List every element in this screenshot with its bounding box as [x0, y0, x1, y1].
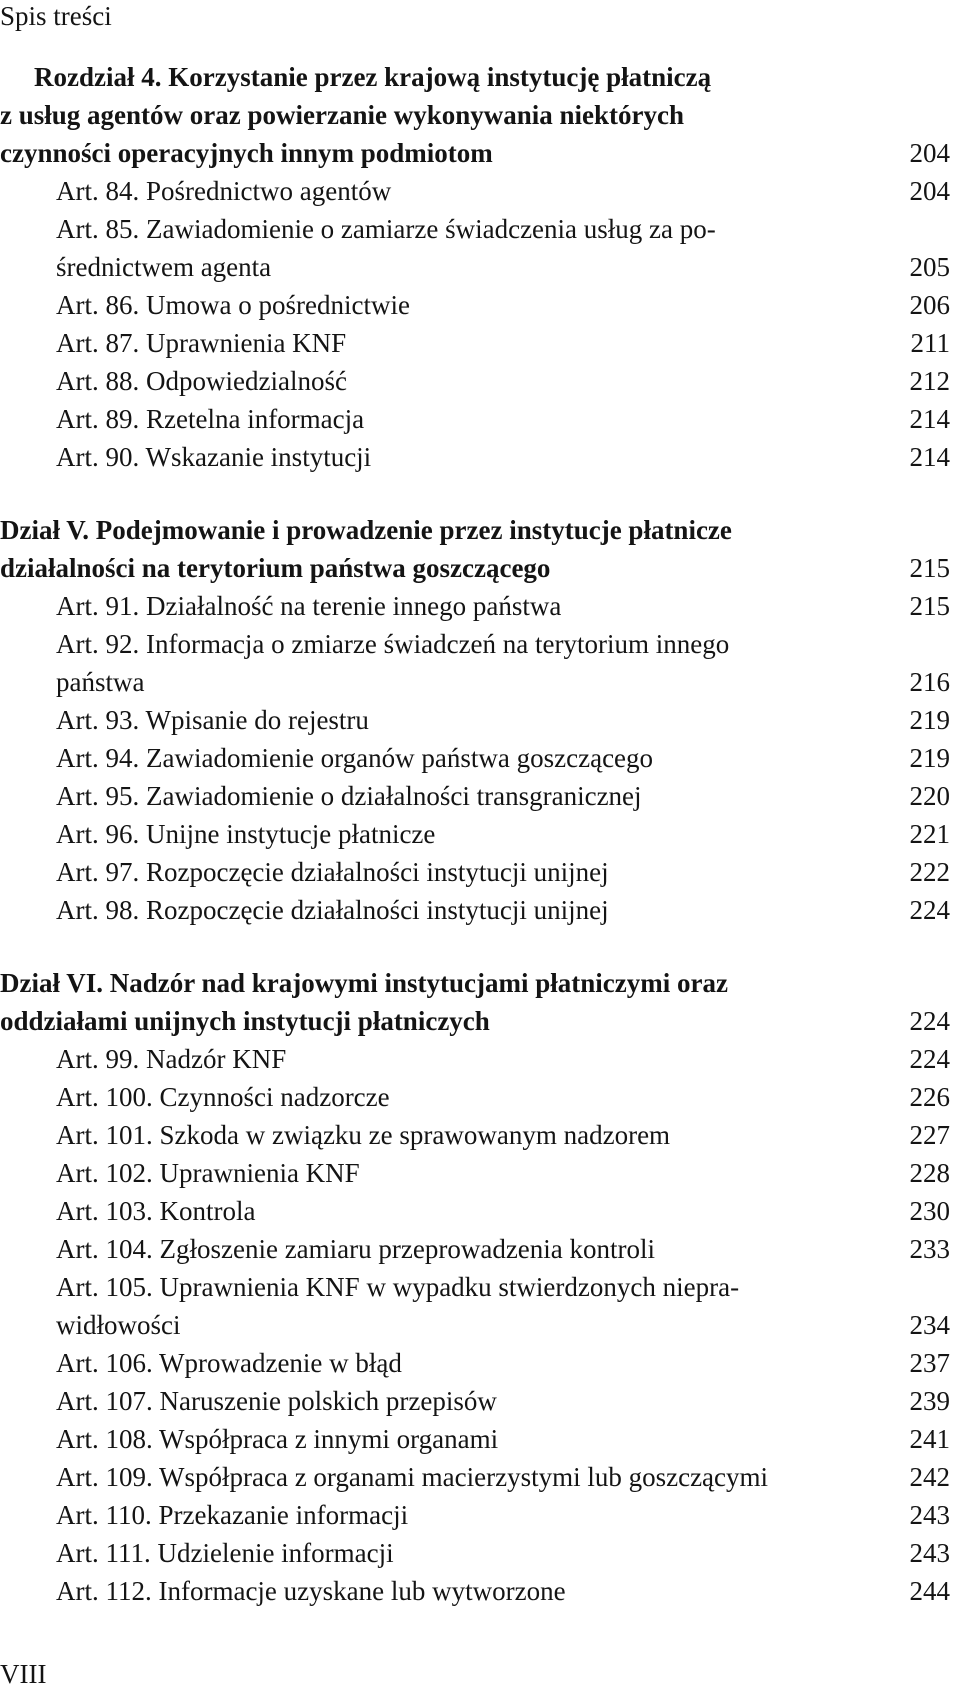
page-number: 239	[910, 1382, 951, 1420]
article-title: Art. 87. Uprawnienia KNF	[56, 324, 354, 362]
article-title: Art. 92. Informacja o zmiarze świadczeń na terytorium innego	[56, 625, 737, 663]
page-number: 226	[910, 1078, 951, 1116]
section-gap	[0, 476, 960, 511]
page-number: 212	[910, 362, 951, 400]
page-number: 224	[910, 1040, 951, 1078]
page-number: 224	[910, 891, 951, 929]
page-number: 215	[910, 587, 951, 625]
article-title: Art. 94. Zawiadomienie organów państwa goszczącego	[56, 739, 661, 777]
page-number: 220	[910, 777, 951, 815]
toc-article-line	[0, 210, 960, 248]
page-number: 222	[910, 853, 951, 891]
toc-article-line[interactable]	[0, 1040, 960, 1078]
toc-article-line[interactable]	[0, 438, 960, 476]
chapter-title: z usług agentów oraz powierzanie wykonywania niektórych	[0, 96, 692, 134]
article-title: Art. 89. Rzetelna informacja	[56, 400, 372, 438]
article-title: Art. 85. Zawiadomienie o zamiarze świadczenia usług za po-	[56, 210, 724, 248]
article-title: Art. 97. Rozpoczęcie działalności instytucji unijnej	[56, 853, 617, 891]
article-title: Art. 93. Wpisanie do rejestru	[56, 701, 377, 739]
toc-article-line[interactable]	[0, 324, 960, 362]
toc-article-line[interactable]	[0, 172, 960, 210]
toc-article-line[interactable]	[0, 1534, 960, 1572]
page-folio: VIII	[0, 1659, 47, 1689]
toc-article-line[interactable]	[0, 891, 960, 929]
article-title: Art. 99. Nadzór KNF	[56, 1040, 294, 1078]
page-number: 237	[910, 1344, 951, 1382]
toc-article-line[interactable]	[0, 1382, 960, 1420]
page-number: 227	[910, 1116, 951, 1154]
page-number: 221	[910, 815, 951, 853]
chapter-title: czynności operacyjnych innym podmiotom	[0, 134, 501, 172]
page-number: 204	[910, 172, 951, 210]
toc-article-line[interactable]	[0, 1458, 960, 1496]
article-title: widłowości	[56, 1306, 189, 1344]
chapter-title: Dział VI. Nadzór nad krajowymi instytucjami płatniczymi oraz	[0, 964, 736, 1002]
article-title: Art. 86. Umowa o pośrednictwie	[56, 286, 418, 324]
toc-chapter-line[interactable]	[0, 549, 960, 587]
page-number: 224	[910, 1002, 951, 1040]
toc-article-line[interactable]	[0, 587, 960, 625]
article-title: Art. 107. Naruszenie polskich przepisów	[56, 1382, 505, 1420]
article-title: średnictwem agenta	[56, 248, 279, 286]
table-of-contents	[0, 58, 960, 1610]
toc-article-line[interactable]	[0, 663, 960, 701]
toc-article-line[interactable]	[0, 701, 960, 739]
chapter-title: działalności na terytorium państwa goszczącego	[0, 549, 558, 587]
page-number: 228	[910, 1154, 951, 1192]
page-number: 241	[910, 1420, 951, 1458]
toc-article-line[interactable]	[0, 815, 960, 853]
toc-chapter-line	[0, 511, 960, 549]
page-number: 215	[910, 549, 951, 587]
page-number: 214	[910, 438, 951, 476]
toc-article-line	[0, 625, 960, 663]
toc-article-line[interactable]	[0, 248, 960, 286]
page-number: 233	[910, 1230, 951, 1268]
toc-article-line[interactable]	[0, 400, 960, 438]
toc-chapter-line	[0, 58, 960, 96]
page-number: 219	[910, 701, 951, 739]
toc-article-line[interactable]	[0, 286, 960, 324]
page-number: 204	[910, 134, 951, 172]
toc-article-line	[0, 1268, 960, 1306]
toc-chapter-line	[0, 964, 960, 1002]
toc-article-line[interactable]	[0, 739, 960, 777]
toc-chapter-line	[0, 96, 960, 134]
toc-chapter-line[interactable]	[0, 1002, 960, 1040]
article-title: Art. 102. Uprawnienia KNF	[56, 1154, 368, 1192]
page-number: 243	[910, 1534, 951, 1572]
article-title: Art. 101. Szkoda w związku ze sprawowanym nadzorem	[56, 1116, 678, 1154]
toc-chapter-line[interactable]	[0, 134, 960, 172]
page-number: 234	[910, 1306, 951, 1344]
article-title: Art. 84. Pośrednictwo agentów	[56, 172, 399, 210]
article-title: Art. 98. Rozpoczęcie działalności instytucji unijnej	[56, 891, 617, 929]
toc-article-line[interactable]	[0, 1078, 960, 1116]
page-number: 211	[911, 324, 951, 362]
article-title: Art. 105. Uprawnienia KNF w wypadku stwierdzonych niepra-	[56, 1268, 747, 1306]
article-title: Art. 111. Udzielenie informacji	[56, 1534, 402, 1572]
running-head: Spis treści	[0, 1, 112, 31]
article-title: Art. 90. Wskazanie instytucji	[56, 438, 379, 476]
page-number: 242	[910, 1458, 951, 1496]
page-number: 244	[910, 1572, 951, 1610]
toc-article-line[interactable]	[0, 1496, 960, 1534]
article-title: Art. 103. Kontrola	[56, 1192, 263, 1230]
section-gap	[0, 929, 960, 964]
chapter-title: Rozdział 4. Korzystanie przez krajową instytucję płatniczą	[34, 58, 719, 96]
toc-article-line[interactable]	[0, 853, 960, 891]
page-number: 230	[910, 1192, 951, 1230]
toc-article-line[interactable]	[0, 1306, 960, 1344]
chapter-title: oddziałami unijnych instytucji płatniczych	[0, 1002, 498, 1040]
toc-article-line[interactable]	[0, 777, 960, 815]
toc-article-line[interactable]	[0, 1154, 960, 1192]
article-title: Art. 110. Przekazanie informacji	[56, 1496, 416, 1534]
article-title: Art. 109. Współpraca z organami macierzystymi lub goszczącymi	[56, 1458, 776, 1496]
article-title: Art. 106. Wprowadzenie w błąd	[56, 1344, 410, 1382]
toc-article-line[interactable]	[0, 362, 960, 400]
toc-article-line[interactable]	[0, 1420, 960, 1458]
chapter-title: Dział V. Podejmowanie i prowadzenie przez instytucje płatnicze	[0, 511, 740, 549]
article-title: Art. 108. Współpraca z innymi organami	[56, 1420, 506, 1458]
page-number: 219	[910, 739, 951, 777]
article-title: Art. 112. Informacje uzyskane lub wytworzone	[56, 1572, 574, 1610]
article-title: Art. 95. Zawiadomienie o działalności transgranicznej	[56, 777, 650, 815]
article-title: państwa	[56, 663, 152, 701]
page-number: 214	[910, 400, 951, 438]
article-title: Art. 100. Czynności nadzorcze	[56, 1078, 398, 1116]
toc-article-line[interactable]	[0, 1572, 960, 1610]
toc-article-line[interactable]	[0, 1344, 960, 1382]
article-title: Art. 104. Zgłoszenie zamiaru przeprowadzenia kontroli	[56, 1230, 663, 1268]
toc-article-line[interactable]	[0, 1230, 960, 1268]
article-title: Art. 88. Odpowiedzialność	[56, 362, 355, 400]
page-number: 243	[910, 1496, 951, 1534]
toc-article-line[interactable]	[0, 1192, 960, 1230]
article-title: Art. 91. Działalność na terenie innego państwa	[56, 587, 569, 625]
page-number: 206	[910, 286, 951, 324]
article-title: Art. 96. Unijne instytucje płatnicze	[56, 815, 443, 853]
toc-article-line[interactable]	[0, 1116, 960, 1154]
page-number: 205	[910, 248, 951, 286]
page-number: 216	[910, 663, 951, 701]
